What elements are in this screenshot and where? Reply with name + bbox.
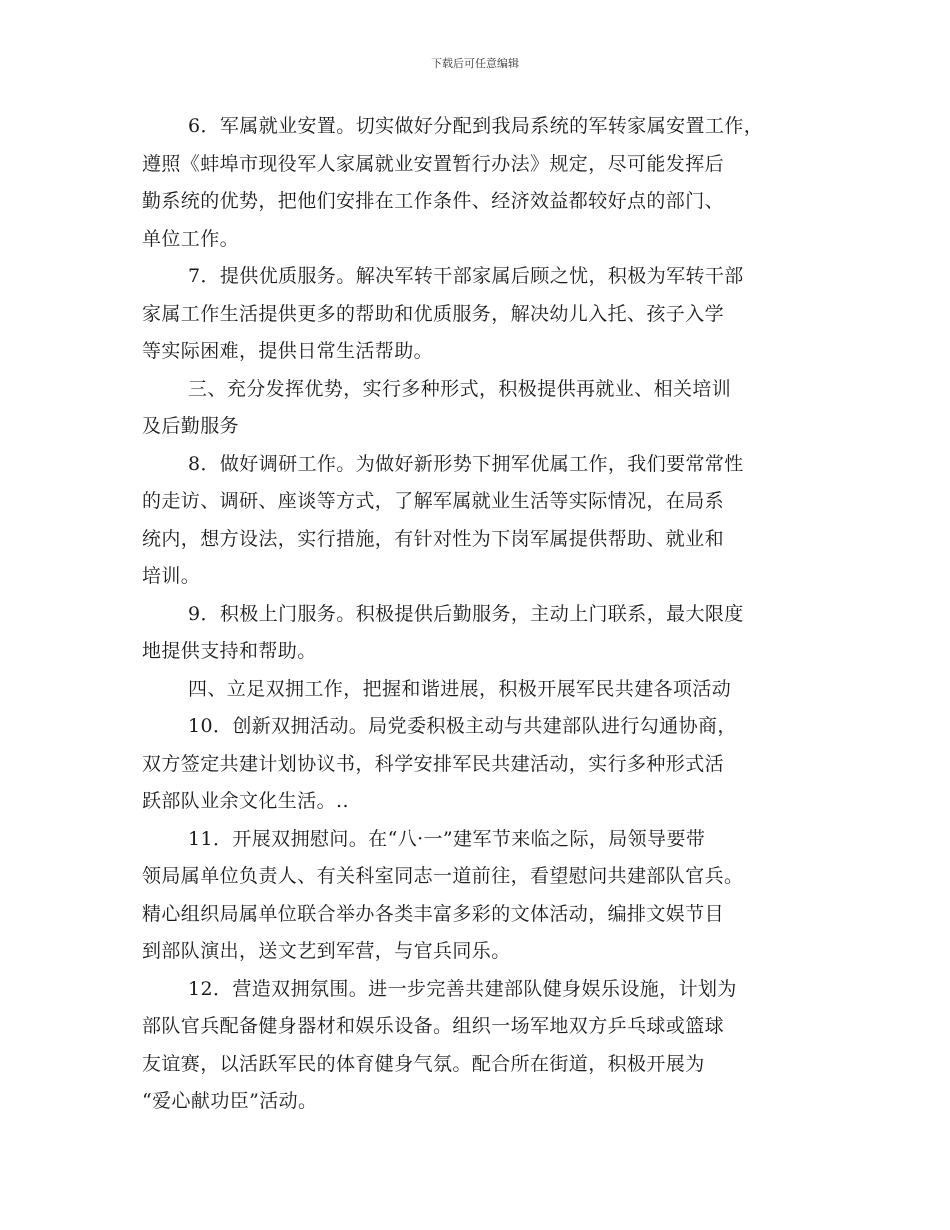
- text-line: 的走访、调研、座谈等方式，了解军属就业生活等实际情况，在局系: [142, 490, 725, 512]
- text-line: 10．创新双拥活动。局党委积极主动与共建部队进行勾通协商，: [188, 715, 737, 737]
- text-line: 统内，想方设法，实行措施，有针对性为下岗军属提供帮助、就业和: [142, 527, 725, 550]
- text-line: 三、充分发挥优势，实行多种形式，积极提供再就业、相关培训: [188, 377, 732, 400]
- text-line: 到部队演出，送文艺到军营，与官兵同乐。: [142, 940, 511, 962]
- text-line: 7．提供优质服务。解决军转干部家属后顾之忧，积极为军转干部: [188, 265, 744, 287]
- text-line: 勤系统的优势，把他们安排在工作条件、经济效益都较好点的部门、: [142, 190, 725, 212]
- text-line: 9．积极上门服务。积极提供后勤服务，主动上门联系，最大限度: [188, 602, 744, 625]
- text-line: 领局属单位负责人、有关科室同志一道前往，看望慰问共建部队官兵。: [142, 865, 744, 887]
- text-line: 11．开展双拥慰问。在“八·一”建军节来临之际，局领导要带: [188, 827, 706, 850]
- text-line: 地提供支持和帮助。: [142, 640, 317, 662]
- text-line: 家属工作生活提供更多的帮助和优质服务，解决幼儿入托、孩子入学: [142, 302, 725, 325]
- text-line: 12．营造双拥氛围。进一步完善共建部队健身娱乐设施，计划为: [188, 977, 737, 1000]
- text-line: 6．军属就业安置。切实做好分配到我局系统的军转家属安置工作，: [188, 115, 764, 137]
- text-line: 精心组织局属单位联合举办各类丰富多彩的文体活动，编排文娱节目: [142, 902, 725, 925]
- text-line: 及后勤服务: [142, 415, 240, 437]
- page-header-note: 下载后可任意编辑: [431, 57, 519, 70]
- text-line: 8．做好调研工作。为做好新形势下拥军优属工作，我们要常常性: [188, 452, 744, 475]
- text-line: 部队官兵配备健身器材和娱乐设备。组织一场军地双方乒乓球或篮球: [142, 1015, 725, 1037]
- text-line: 四、立足双拥工作，把握和谐进展，积极开展军民共建各项活动: [188, 677, 732, 700]
- text-line: “爱心献功臣”活动。: [142, 1090, 318, 1112]
- text-line: 跃部队业余文化生活。..: [142, 790, 349, 812]
- text-line: 等实际困难，提供日常生活帮助。: [142, 340, 434, 362]
- text-line: 友谊赛，以活跃军民的体育健身气氛。配合所在街道，积极开展为: [142, 1052, 705, 1075]
- text-line: 单位工作。: [142, 227, 240, 250]
- document-body: [142, 108, 822, 1121]
- text-line: 培训。: [142, 565, 201, 587]
- text-line: 双方签定共建计划协议书，科学安排军民共建活动，实行多种形式活: [142, 752, 725, 775]
- text-line: 遵照《蚌埠市现役军人家属就业安置暂行办法》规定，尽可能发挥后: [142, 152, 725, 175]
